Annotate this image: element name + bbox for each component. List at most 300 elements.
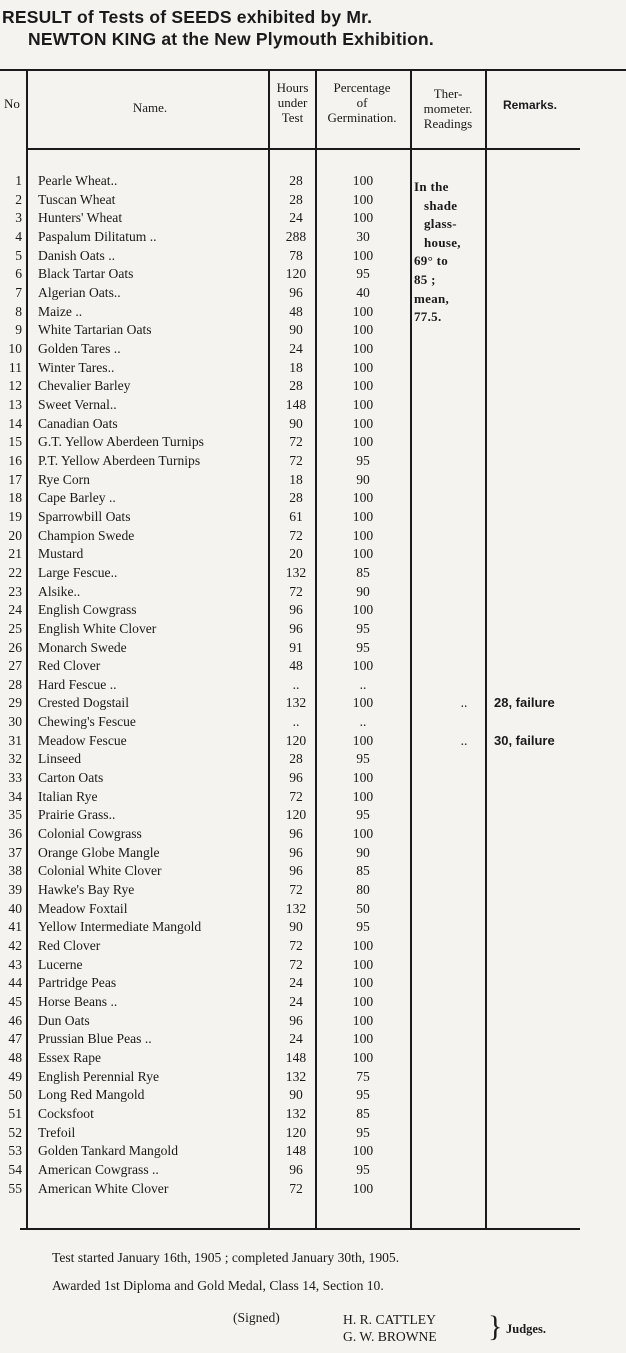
row-number: 47 xyxy=(8,1031,22,1047)
seed-name: Meadow Fescue xyxy=(38,732,127,748)
seed-name: Meadow Foxtail xyxy=(38,900,128,916)
seed-name: Lucerne xyxy=(38,956,83,972)
row-number: 10 xyxy=(8,340,22,356)
thermo-line-3: glass- xyxy=(424,216,457,232)
seed-name: White Tartarian Oats xyxy=(38,322,152,338)
row-number: 3 xyxy=(15,210,22,226)
germination-percentage: 100 xyxy=(352,546,374,562)
table-row xyxy=(0,396,626,415)
table-row xyxy=(0,676,626,695)
hours-under-test: 28 xyxy=(289,490,303,506)
header-pct-line3: Germination. xyxy=(327,110,397,125)
table-row xyxy=(0,620,626,639)
row-number: 8 xyxy=(15,303,22,319)
seed-name: Golden Tankard Mangold xyxy=(38,1143,178,1159)
row-number: 35 xyxy=(8,807,22,823)
hours-under-test: 120 xyxy=(285,1124,307,1140)
table-row xyxy=(0,806,626,825)
table-row xyxy=(0,732,626,751)
germination-percentage: .. xyxy=(359,714,367,730)
seed-name: Danish Oats .. xyxy=(38,247,116,263)
table-row xyxy=(0,844,626,863)
table-row xyxy=(0,1180,626,1199)
germination-percentage: 100 xyxy=(352,695,374,711)
hours-under-test: 28 xyxy=(289,378,303,394)
germination-percentage: 100 xyxy=(352,378,374,394)
row-number: 54 xyxy=(8,1161,22,1177)
hours-under-test: 148 xyxy=(285,1143,307,1159)
germination-percentage: 100 xyxy=(352,1012,374,1028)
seed-name: Dun Oats xyxy=(38,1012,90,1028)
seed-name: Winter Tares.. xyxy=(38,359,115,375)
hours-under-test: 24 xyxy=(289,210,303,226)
seed-name: English Perennial Rye xyxy=(38,1068,160,1084)
germination-percentage: 95 xyxy=(356,266,370,282)
table-row xyxy=(0,415,626,434)
germination-percentage: 95 xyxy=(356,1161,370,1177)
table-row xyxy=(0,694,626,713)
row-number: 34 xyxy=(8,788,22,804)
hours-under-test: 96 xyxy=(289,1012,303,1028)
seed-name: Alsike.. xyxy=(38,583,81,599)
germination-percentage: 30 xyxy=(356,228,370,244)
table-row xyxy=(0,564,626,583)
germination-percentage: 100 xyxy=(352,975,374,991)
row-number: 7 xyxy=(15,284,22,300)
row-number: 25 xyxy=(8,620,22,636)
seed-name: Prussian Blue Peas .. xyxy=(38,1031,152,1047)
seed-name: Orange Globe Mangle xyxy=(38,844,160,860)
row-number: 20 xyxy=(8,527,22,543)
row-number: 16 xyxy=(8,452,22,468)
hours-under-test: 96 xyxy=(289,863,303,879)
table-row xyxy=(0,527,626,546)
table-row xyxy=(0,265,626,284)
row-number: 43 xyxy=(8,956,22,972)
germination-percentage: 100 xyxy=(352,359,374,375)
row-number: 14 xyxy=(8,415,22,431)
hours-under-test: 24 xyxy=(289,994,303,1010)
germination-percentage: 95 xyxy=(356,452,370,468)
row-number: 9 xyxy=(15,322,22,338)
table-row xyxy=(0,471,626,490)
table-row xyxy=(0,247,626,266)
header-name: Name. xyxy=(132,100,168,115)
table-row xyxy=(0,918,626,937)
table-row xyxy=(0,172,626,191)
germination-percentage: 100 xyxy=(352,303,374,319)
germination-percentage: 100 xyxy=(352,938,374,954)
table-row xyxy=(0,601,626,620)
germination-percentage: 100 xyxy=(352,247,374,263)
row-number: 4 xyxy=(15,228,22,244)
seed-name: Champion Swede xyxy=(38,527,135,543)
remarks: 28, failure xyxy=(494,695,555,711)
hours-under-test: 48 xyxy=(289,658,303,674)
row-number: 23 xyxy=(8,583,22,599)
hours-under-test: 90 xyxy=(289,919,303,935)
hours-under-test: 18 xyxy=(289,359,303,375)
seed-name: Hard Fescue .. xyxy=(38,676,117,692)
hours-under-test: 24 xyxy=(289,340,303,356)
seed-name: Sweet Vernal.. xyxy=(38,396,117,412)
hours-under-test: .. xyxy=(292,714,300,730)
thermo-line-7: mean, xyxy=(414,290,450,306)
seed-name: Cocksfoot xyxy=(38,1106,94,1121)
seed-name: Hunters' Wheat xyxy=(38,210,123,226)
header-hours-line3: Test xyxy=(281,110,304,125)
hours-under-test: 96 xyxy=(289,1161,303,1177)
hours-under-test: 72 xyxy=(289,956,303,972)
germination-percentage: 100 xyxy=(352,490,374,506)
row-number: 24 xyxy=(8,602,22,618)
footer-judges-label: Judges. xyxy=(506,1322,546,1336)
row-number: 33 xyxy=(8,770,22,786)
germination-percentage: 95 xyxy=(356,639,370,655)
table-row xyxy=(0,303,626,322)
row-number: 31 xyxy=(8,732,22,748)
table-row xyxy=(0,508,626,527)
bottom-rule xyxy=(20,1228,580,1230)
germination-percentage: 95 xyxy=(356,751,370,767)
thermo-line-6: 85 ; xyxy=(414,271,436,287)
seed-name: Red Clover xyxy=(38,938,101,954)
row-number: 44 xyxy=(8,975,22,991)
seed-name: Red Clover xyxy=(38,658,101,674)
hours-under-test: 18 xyxy=(289,471,303,487)
table-row xyxy=(0,1049,626,1068)
hours-under-test: 24 xyxy=(289,975,303,991)
hours-under-test: 90 xyxy=(289,322,303,338)
footer-judge-1: H. R. CATTLEY xyxy=(343,1312,436,1327)
hours-under-test: 96 xyxy=(289,770,303,786)
hours-under-test: 132 xyxy=(285,564,307,580)
table-row xyxy=(0,974,626,993)
table-row xyxy=(0,489,626,508)
row-number: 42 xyxy=(8,938,22,954)
germination-percentage: 90 xyxy=(356,583,370,599)
hours-under-test: 90 xyxy=(289,415,303,431)
row-number: 53 xyxy=(8,1143,22,1159)
thermo-line-8: 77.5. xyxy=(414,309,442,325)
row-number: 27 xyxy=(8,658,22,674)
hours-under-test: 96 xyxy=(289,284,303,300)
table-row xyxy=(0,825,626,844)
title-line-1: RESULT of Tests of SEEDS exhibited by Mr. xyxy=(2,7,373,27)
header-percentage xyxy=(314,80,410,125)
germination-percentage: 100 xyxy=(352,173,374,188)
germination-percentage: 90 xyxy=(356,471,370,487)
seed-name: Crested Dogstail xyxy=(38,695,129,711)
row-number: 36 xyxy=(8,826,22,842)
hours-under-test: 148 xyxy=(285,1050,307,1066)
seed-name: Paspalum Dilitatum .. xyxy=(38,228,157,244)
hours-under-test: 148 xyxy=(285,396,307,412)
germination-percentage: 85 xyxy=(356,863,370,879)
germination-percentage: 100 xyxy=(352,434,374,450)
hours-under-test: 28 xyxy=(289,191,303,207)
seed-name: Prairie Grass.. xyxy=(38,807,116,823)
header-rule xyxy=(26,148,580,150)
hours-under-test: 96 xyxy=(289,844,303,860)
row-number: 30 xyxy=(8,714,22,730)
hours-under-test: 72 xyxy=(289,583,303,599)
table-row xyxy=(0,545,626,564)
row-number: 52 xyxy=(8,1124,22,1140)
seed-name: Carton Oats xyxy=(38,770,104,786)
row-number: 1 xyxy=(15,173,22,188)
seed-name: Sparrowbill Oats xyxy=(38,508,131,524)
thermometer-reading: .. xyxy=(460,695,468,711)
footer-test-dates: Test started January 16th, 1905 ; completed January 30th, 1905. xyxy=(52,1250,400,1265)
row-number: 38 xyxy=(8,863,22,879)
row-number: 51 xyxy=(8,1106,22,1121)
row-number: 37 xyxy=(8,844,22,860)
hours-under-test: 96 xyxy=(289,826,303,842)
germination-percentage: 100 xyxy=(352,1050,374,1066)
germination-percentage: 80 xyxy=(356,882,370,898)
footer-signed: (Signed) xyxy=(233,1310,280,1325)
top-rule xyxy=(0,69,626,71)
hours-under-test: 72 xyxy=(289,882,303,898)
germination-percentage: 100 xyxy=(352,956,374,972)
table-row xyxy=(0,433,626,452)
table-row xyxy=(0,862,626,881)
row-number: 18 xyxy=(8,490,22,506)
table-row xyxy=(0,993,626,1012)
thermo-line-2: shade xyxy=(424,197,458,213)
row-number: 19 xyxy=(8,508,22,524)
table-row xyxy=(0,713,626,732)
germination-percentage: 95 xyxy=(356,1124,370,1140)
thermometer-reading: .. xyxy=(460,732,468,748)
table-row xyxy=(0,1105,626,1124)
germination-percentage: 100 xyxy=(352,191,374,207)
germination-percentage: 100 xyxy=(352,658,374,674)
seed-name: Canadian Oats xyxy=(38,415,118,431)
hours-under-test: 132 xyxy=(285,900,307,916)
germination-percentage: 100 xyxy=(352,1180,374,1196)
row-number: 26 xyxy=(8,639,22,655)
germination-percentage: 95 xyxy=(356,620,370,636)
header-pct-line1: Percentage xyxy=(333,80,391,95)
header-remarks: Remarks. xyxy=(502,98,558,112)
seed-name: Cape Barley .. xyxy=(38,490,116,506)
hours-under-test: 61 xyxy=(289,508,303,524)
germination-percentage: 95 xyxy=(356,807,370,823)
row-number: 29 xyxy=(8,695,22,711)
seed-name: Rye Corn xyxy=(38,471,90,487)
germination-percentage: 100 xyxy=(352,770,374,786)
germination-percentage: 100 xyxy=(352,396,374,412)
seed-name: Mustard xyxy=(38,546,84,562)
row-number: 41 xyxy=(8,919,22,935)
seed-name: Essex Rape xyxy=(38,1050,102,1066)
seed-name: Yellow Intermediate Mangold xyxy=(38,919,202,935)
hours-under-test: 20 xyxy=(289,546,303,562)
row-number: 45 xyxy=(8,994,22,1010)
germination-percentage: 40 xyxy=(356,284,370,300)
table-row xyxy=(0,340,626,359)
table-row xyxy=(0,1142,626,1161)
row-number: 39 xyxy=(8,882,22,898)
seed-name: Black Tartar Oats xyxy=(38,266,134,282)
footer-brace: } xyxy=(488,1310,503,1343)
seed-name: Algerian Oats.. xyxy=(38,284,121,300)
seed-name: American White Clover xyxy=(38,1180,169,1196)
thermo-line-5: 69° to xyxy=(414,253,449,269)
seed-name: Linseed xyxy=(38,751,82,767)
germination-percentage: 100 xyxy=(352,994,374,1010)
seed-name: Trefoil xyxy=(38,1124,76,1140)
seed-name: P.T. Yellow Aberdeen Turnips xyxy=(38,452,201,468)
row-number: 32 xyxy=(8,751,22,767)
germination-percentage: 50 xyxy=(356,900,370,916)
table-row xyxy=(0,359,626,378)
table-row xyxy=(0,750,626,769)
germination-percentage: 100 xyxy=(352,1031,374,1047)
seed-name: Chewing's Fescue xyxy=(38,714,136,730)
header-therm-line3: Readings xyxy=(423,116,473,131)
row-number: 12 xyxy=(8,378,22,394)
seed-name: Partridge Peas xyxy=(38,975,117,991)
hours-under-test: 72 xyxy=(289,1180,303,1196)
germination-percentage: 90 xyxy=(356,844,370,860)
row-number: 28 xyxy=(8,676,22,692)
hours-under-test: 72 xyxy=(289,452,303,468)
row-number: 46 xyxy=(8,1012,22,1028)
row-number: 55 xyxy=(8,1180,22,1196)
seed-name: Long Red Mangold xyxy=(38,1087,145,1103)
table-row xyxy=(0,956,626,975)
hours-under-test: 120 xyxy=(285,266,307,282)
hours-under-test: 78 xyxy=(289,247,303,263)
hours-under-test: 72 xyxy=(289,434,303,450)
row-number: 17 xyxy=(8,471,22,487)
thermo-line-1: In the xyxy=(414,179,449,194)
germination-percentage: 100 xyxy=(352,322,374,338)
row-number: 6 xyxy=(15,266,22,282)
germination-percentage: 95 xyxy=(356,919,370,935)
hours-under-test: 28 xyxy=(289,751,303,767)
germination-percentage: 100 xyxy=(352,826,374,842)
table-row xyxy=(0,377,626,396)
seed-name: Horse Beans .. xyxy=(38,994,118,1010)
header-hours-line2: under xyxy=(277,95,308,110)
header-thermometer xyxy=(410,86,486,131)
seed-name: English Cowgrass xyxy=(38,602,137,618)
hours-under-test: .. xyxy=(292,676,300,692)
germination-percentage: 95 xyxy=(356,1087,370,1103)
table-row xyxy=(0,209,626,228)
germination-percentage: 85 xyxy=(356,1106,370,1121)
row-number: 50 xyxy=(8,1087,22,1103)
hours-under-test: 48 xyxy=(289,303,303,319)
row-number: 2 xyxy=(15,191,22,207)
seed-name: American Cowgrass .. xyxy=(38,1161,159,1177)
row-number: 11 xyxy=(8,359,22,375)
hours-under-test: 24 xyxy=(289,1031,303,1047)
table-row xyxy=(0,900,626,919)
germination-percentage: 100 xyxy=(352,210,374,226)
seed-name: Chevalier Barley xyxy=(38,378,131,394)
row-number: 5 xyxy=(15,247,22,263)
footer-award: Awarded 1st Diploma and Gold Medal, Class 14, Section 10. xyxy=(52,1278,384,1293)
row-number: 22 xyxy=(8,564,22,580)
seed-name: G.T. Yellow Aberdeen Turnips xyxy=(38,434,204,450)
germination-percentage: 100 xyxy=(352,1143,374,1159)
row-number: 40 xyxy=(8,900,22,916)
seed-name: English White Clover xyxy=(38,620,157,636)
table-row xyxy=(0,1030,626,1049)
seed-name: Golden Tares .. xyxy=(38,340,121,356)
seed-name: Colonial Cowgrass xyxy=(38,826,142,842)
hours-under-test: 28 xyxy=(289,173,303,188)
row-number: 49 xyxy=(8,1068,22,1084)
hours-under-test: 91 xyxy=(289,639,303,655)
germination-percentage: 100 xyxy=(352,340,374,356)
table-row xyxy=(0,769,626,788)
table-row xyxy=(0,284,626,303)
seed-name: Monarch Swede xyxy=(38,639,127,655)
germination-percentage: .. xyxy=(359,676,367,692)
hours-under-test: 132 xyxy=(285,1106,307,1121)
hours-under-test: 72 xyxy=(289,938,303,954)
table-row xyxy=(0,191,626,210)
table-row xyxy=(0,788,626,807)
table-row xyxy=(0,228,626,247)
hours-under-test: 96 xyxy=(289,602,303,618)
hours-under-test: 96 xyxy=(289,620,303,636)
row-number: 48 xyxy=(8,1050,22,1066)
hours-under-test: 288 xyxy=(285,228,307,244)
hours-under-test: 72 xyxy=(289,788,303,804)
germination-percentage: 100 xyxy=(352,602,374,618)
table-row xyxy=(0,1161,626,1180)
seed-name: Tuscan Wheat xyxy=(38,191,116,207)
seed-name: Large Fescue.. xyxy=(38,564,118,580)
germination-percentage: 100 xyxy=(352,788,374,804)
header-therm-line1: Ther- xyxy=(433,86,463,101)
hours-under-test: 72 xyxy=(289,527,303,543)
seed-name: Hawke's Bay Rye xyxy=(38,882,135,898)
seed-name: Pearle Wheat.. xyxy=(38,173,118,188)
header-no: No xyxy=(4,96,20,111)
header-hours-line1: Hours xyxy=(276,80,309,95)
row-number: 15 xyxy=(8,434,22,450)
header-pct-line2: of xyxy=(356,95,368,110)
table-row xyxy=(0,452,626,471)
table-row xyxy=(0,881,626,900)
seed-name: Maize .. xyxy=(38,303,83,319)
germination-percentage: 100 xyxy=(352,508,374,524)
hours-under-test: 120 xyxy=(285,732,307,748)
germination-percentage: 75 xyxy=(356,1068,370,1084)
title-line-2: NEWTON KING at the New Plymouth Exhibition. xyxy=(28,29,434,49)
table-row xyxy=(0,583,626,602)
table-row xyxy=(0,1086,626,1105)
table-row xyxy=(0,1012,626,1031)
hours-under-test: 132 xyxy=(285,1068,307,1084)
footer-judge-2: G. W. BROWNE xyxy=(343,1329,437,1344)
hours-under-test: 90 xyxy=(289,1087,303,1103)
row-number: 21 xyxy=(8,546,22,562)
hours-under-test: 132 xyxy=(285,695,307,711)
row-number: 13 xyxy=(8,396,22,412)
hours-under-test: 120 xyxy=(285,807,307,823)
germination-percentage: 100 xyxy=(352,415,374,431)
table-row xyxy=(0,657,626,676)
